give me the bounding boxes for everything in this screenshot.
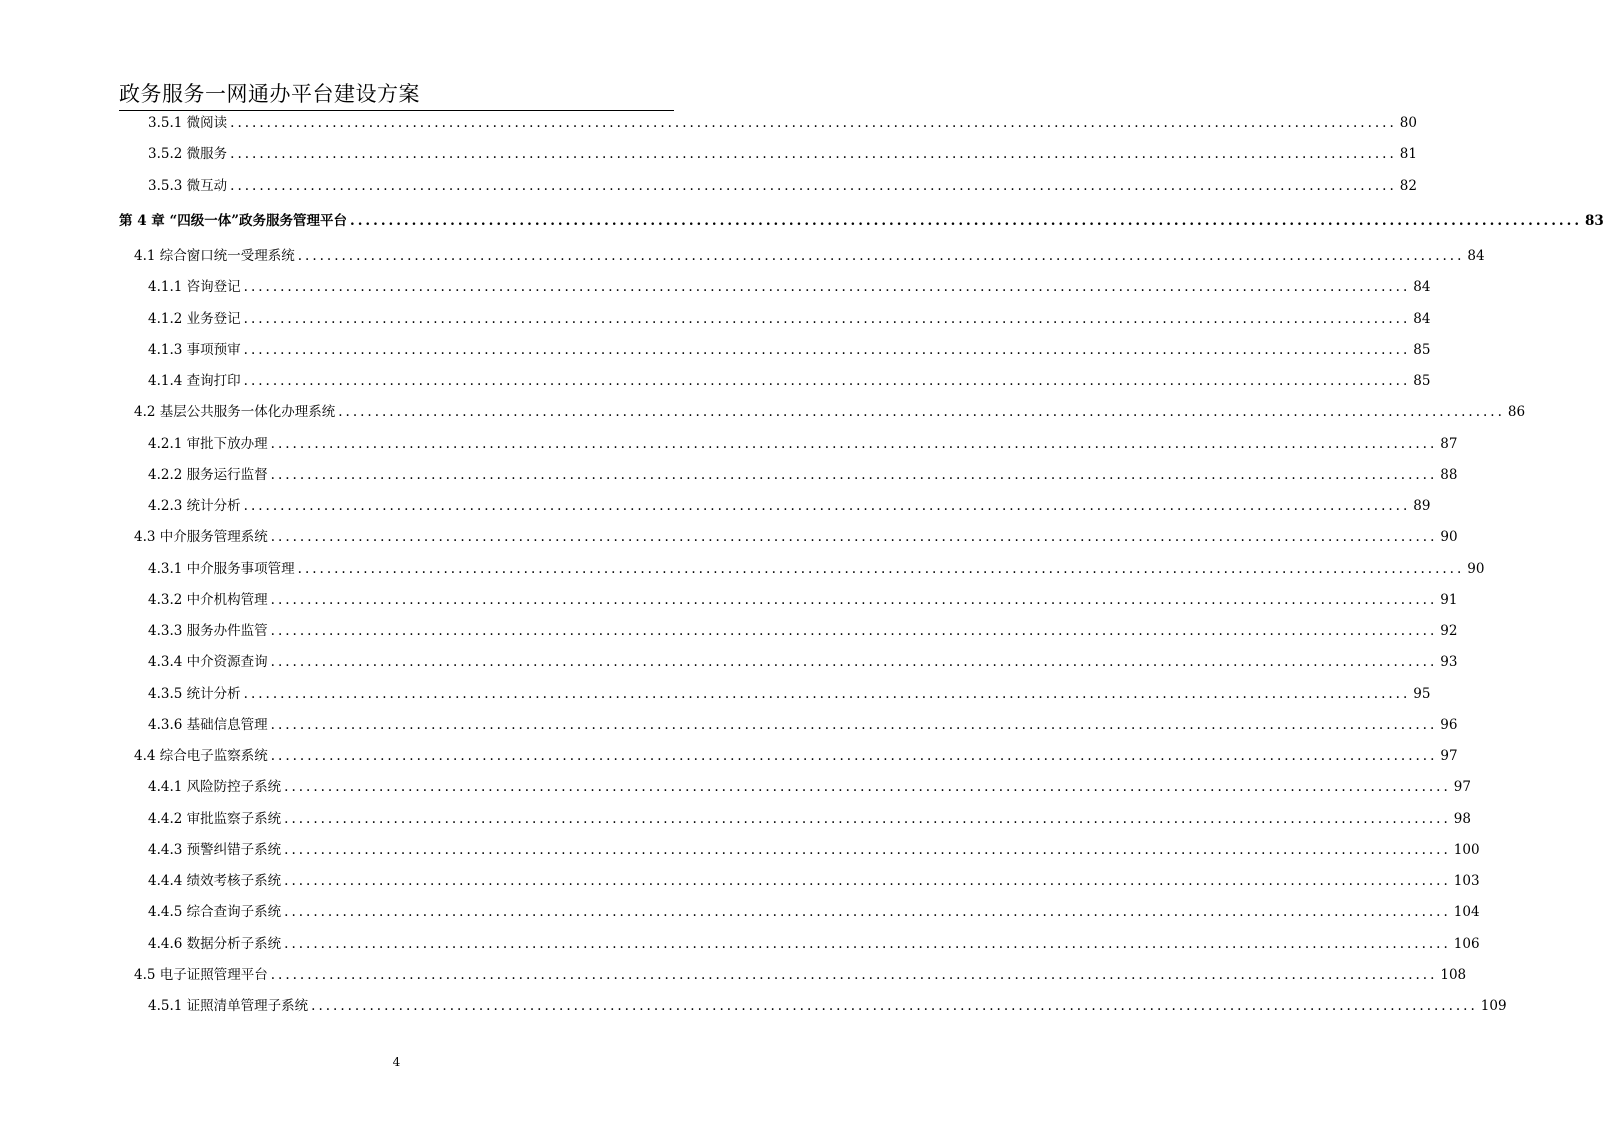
toc-dot-leader: ................................................................................................................................................................ xyxy=(284,873,1451,889)
page-number: 4 xyxy=(392,1055,401,1069)
toc-entry-label: 4.3.3 服务办件监管 xyxy=(148,623,268,639)
toc-entry-page-number: 87 xyxy=(1440,435,1458,452)
toc-entry-page-number: 108 xyxy=(1440,966,1467,983)
toc-entry-label: 4.2.1 审批下放办理 xyxy=(148,435,268,452)
toc-entry-label: 4.4 综合电子监察系统 xyxy=(134,748,268,764)
toc-entry[interactable] xyxy=(148,835,1480,859)
toc-entry-label: 4.1.1 咨询登记 xyxy=(148,279,241,296)
toc-entry-label: 4.1.3 事项预审 xyxy=(148,341,241,358)
toc-entry[interactable] xyxy=(134,397,1526,421)
toc-entry-label: 4.5 电子证照管理平台 xyxy=(134,966,268,983)
toc-entry[interactable] xyxy=(134,960,1467,984)
toc-entry[interactable] xyxy=(148,804,1471,828)
toc-dot-leader: ................................................................................................................................................................ xyxy=(284,779,1451,796)
toc-entry[interactable] xyxy=(148,679,1431,703)
toc-dot-leader: ................................................................................................................................................................ xyxy=(270,748,1438,764)
toc-entry-label: 3.5.3 微互动 xyxy=(148,177,228,194)
toc-entry[interactable] xyxy=(148,304,1431,328)
toc-entry-page-number: 81 xyxy=(1399,146,1417,163)
toc-entry[interactable] xyxy=(148,335,1431,359)
toc-dot-leader: ................................................................................................................................................................ xyxy=(243,310,1411,327)
toc-entry[interactable] xyxy=(134,741,1458,765)
toc-entry[interactable] xyxy=(134,241,1485,265)
toc-dot-leader: ................................................................................................................................................................ xyxy=(297,560,1465,577)
toc-entry[interactable] xyxy=(148,929,1480,953)
toc-entry-page-number: 91 xyxy=(1440,591,1458,608)
toc-entry-page-number: 80 xyxy=(1399,115,1417,131)
toc-dot-leader: ................................................................................................................................................................ xyxy=(270,716,1438,733)
toc-entry-label: 3.5.2 微服务 xyxy=(148,146,228,163)
toc-entry-page-number: 92 xyxy=(1440,623,1458,639)
toc-entry[interactable] xyxy=(148,139,1417,163)
toc-entry-page-number: 89 xyxy=(1413,498,1431,514)
toc-entry-page-number: 83 xyxy=(1585,212,1604,229)
toc-entry[interactable] xyxy=(148,460,1458,484)
toc-entry-label: 4.1.2 业务登记 xyxy=(148,310,241,327)
toc-dot-leader: ................................................................................................................................................................ xyxy=(243,685,1411,702)
toc-dot-leader: ................................................................................................................................................................ xyxy=(284,904,1451,921)
toc-dot-leader: ................................................................................................................................................................ xyxy=(284,810,1451,827)
toc-entry-page-number: 93 xyxy=(1440,654,1458,671)
toc-entry-page-number: 88 xyxy=(1440,466,1458,483)
toc-entry-label: 4.4.2 审批监察子系统 xyxy=(148,810,282,827)
toc-entry-page-number: 86 xyxy=(1507,404,1526,421)
toc-entry-label: 4.4.1 风险防控子系统 xyxy=(148,779,282,796)
toc-entry-page-number: 84 xyxy=(1467,248,1485,264)
toc-entry-label: 4.3.6 基础信息管理 xyxy=(148,716,268,733)
toc-entry-page-number: 85 xyxy=(1413,373,1431,389)
toc-dot-leader: ................................................................................................................................................................ xyxy=(243,279,1411,296)
toc-entry-label: 4.4.6 数据分析子系统 xyxy=(148,935,282,952)
toc-dot-leader: ................................................................................................................................................................ xyxy=(297,248,1465,264)
toc-entry[interactable] xyxy=(134,522,1458,546)
toc-entry-page-number: 82 xyxy=(1399,177,1417,194)
document-header-title: 政务服务一网通办平台建设方案 xyxy=(119,82,420,106)
toc-entry-page-number: 104 xyxy=(1453,904,1480,921)
toc-entry-label: 4.3.1 中介服务事项管理 xyxy=(148,560,295,577)
toc-entry-page-number: 85 xyxy=(1413,341,1431,358)
toc-entry[interactable] xyxy=(148,897,1480,921)
toc-dot-leader: ................................................................................................................................................................ xyxy=(270,435,1438,452)
toc-dot-leader: ................................................................................................................................................................ xyxy=(284,841,1451,858)
toc-chapter-entry[interactable] xyxy=(119,206,1604,230)
toc-dot-leader: ................................................................................................................................................................ xyxy=(284,935,1451,952)
toc-dot-leader: ................................................................................................................................................................ xyxy=(230,146,1397,163)
toc-entry-page-number: 109 xyxy=(1480,998,1507,1014)
toc-dot-leader: ................................................................................................................................................................ xyxy=(243,373,1411,389)
toc-entry[interactable] xyxy=(148,429,1458,453)
toc-entry-label: 4.2 基层公共服务一体化办理系统 xyxy=(134,404,336,421)
toc-entry-label: 4.3.2 中介机构管理 xyxy=(148,591,268,608)
toc-dot-leader: ................................................................................................................................................................ xyxy=(270,966,1438,983)
toc-entry[interactable] xyxy=(148,710,1458,734)
toc-entry[interactable] xyxy=(148,554,1485,578)
toc-dot-leader: ................................................................................................................................................................ xyxy=(338,404,1505,421)
toc-entry-page-number: 84 xyxy=(1413,279,1431,296)
toc-entry-label: 4.5.1 证照清单管理子系统 xyxy=(148,998,309,1014)
toc-entry-page-number: 100 xyxy=(1453,841,1480,858)
toc-entry-label: 4.2.2 服务运行监督 xyxy=(148,466,268,483)
toc-dot-leader: ................................................................................................................................................................ xyxy=(270,623,1438,639)
toc-entry-page-number: 98 xyxy=(1453,810,1471,827)
toc-entry[interactable] xyxy=(148,491,1431,515)
toc-entry-label: 4.3.5 统计分析 xyxy=(148,685,241,702)
toc-dot-leader: ................................................................................................................................................................ xyxy=(230,177,1397,194)
toc-entry-label: 4.4.5 综合查询子系统 xyxy=(148,904,282,921)
toc-entry-page-number: 95 xyxy=(1413,685,1431,702)
toc-entry[interactable] xyxy=(148,866,1480,890)
toc-dot-leader: ................................................................................................................................................................ xyxy=(230,115,1397,131)
toc-entry[interactable] xyxy=(148,171,1417,195)
toc-entry-page-number: 97 xyxy=(1440,748,1458,764)
toc-entry-label: 4.4.4 绩效考核子系统 xyxy=(148,873,282,889)
toc-entry-page-number: 96 xyxy=(1440,716,1458,733)
toc-dot-leader: ................................................................................................................................................................ xyxy=(350,212,1583,229)
toc-entry-label: 第 4 章 “四级一体”政务服务管理平台 xyxy=(119,212,348,229)
toc-entry-label: 4.2.3 统计分析 xyxy=(148,498,241,514)
toc-entry[interactable] xyxy=(148,772,1471,796)
toc-entry-label: 4.1.4 查询打印 xyxy=(148,373,241,389)
toc-dot-leader: ................................................................................................................................................................ xyxy=(243,498,1411,514)
toc-entry[interactable] xyxy=(148,616,1458,640)
toc-entry-page-number: 90 xyxy=(1440,529,1458,546)
toc-dot-leader: ................................................................................................................................................................ xyxy=(270,654,1438,671)
toc-entry[interactable] xyxy=(148,272,1431,296)
toc-entry-page-number: 84 xyxy=(1413,310,1431,327)
toc-entry-label: 4.4.3 预警纠错子系统 xyxy=(148,841,282,858)
toc-entry-label: 4.3.4 中介资源查询 xyxy=(148,654,268,671)
toc-entry-page-number: 103 xyxy=(1453,873,1480,889)
toc-dot-leader: ................................................................................................................................................................ xyxy=(270,591,1438,608)
toc-entry[interactable] xyxy=(148,108,1417,132)
toc-entry-page-number: 106 xyxy=(1453,935,1480,952)
toc-entry-label: 3.5.1 微阅读 xyxy=(148,115,228,131)
toc-entry[interactable] xyxy=(148,991,1507,1015)
toc-entry-label: 4.3 中介服务管理系统 xyxy=(134,529,268,546)
toc-dot-leader: ................................................................................................................................................................ xyxy=(243,341,1411,358)
toc-entry-label: 4.1 综合窗口统一受理系统 xyxy=(134,248,295,264)
toc-entry-page-number: 97 xyxy=(1453,779,1471,796)
toc-dot-leader: ................................................................................................................................................................ xyxy=(270,529,1438,546)
toc-dot-leader: ................................................................................................................................................................ xyxy=(270,466,1438,483)
toc-dot-leader: ................................................................................................................................................................ xyxy=(311,998,1478,1014)
toc-entry-page-number: 90 xyxy=(1467,560,1485,577)
toc-entry[interactable] xyxy=(148,366,1431,390)
toc-entry[interactable] xyxy=(148,585,1458,609)
toc-entry[interactable] xyxy=(148,647,1458,671)
